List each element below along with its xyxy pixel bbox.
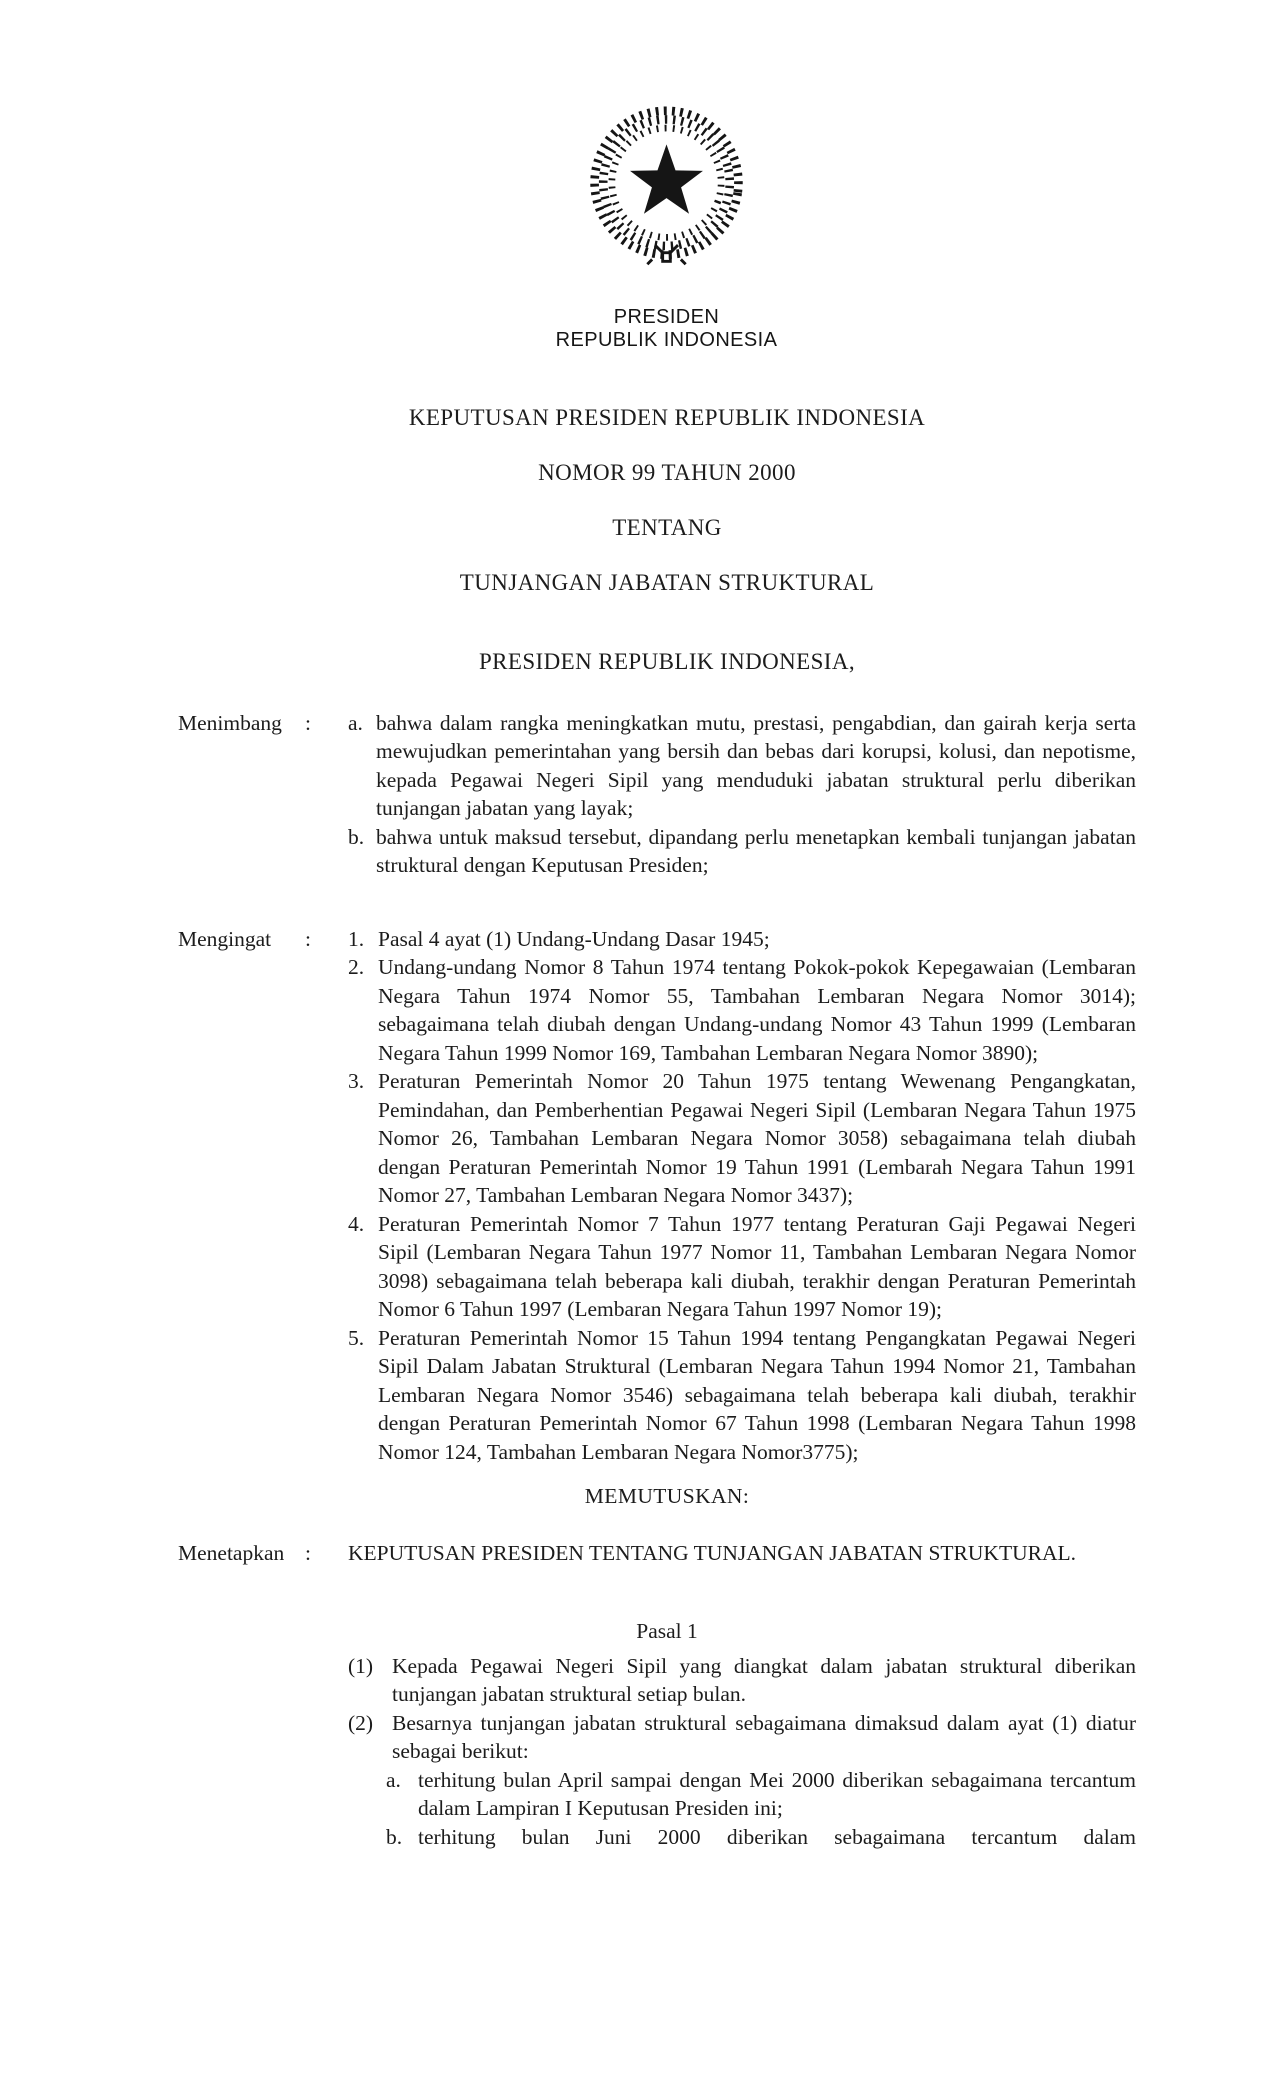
pasal-1-heading: Pasal 1: [636, 1619, 698, 1643]
menimbang-colon: :: [305, 710, 311, 735]
pasal-1-ayat-2: [348, 1709, 1136, 1852]
menimbang-label: Menimbang: [178, 710, 282, 735]
mengingat-item-5: [348, 1324, 1136, 1467]
seal-label-republik-indonesia: REPUBLIK INDONESIA: [555, 328, 778, 351]
menetapkan-colon: :: [305, 1540, 311, 1565]
item-text: Peraturan Pemerintah Nomor 20 Tahun 1975 tentang Wewenang Pengangkatan, Pemindahan, dan Pemberhentian Pegawai Negeri Sipil (Lembaran Negara Tahun 1975 Nomor 26, Tambahan Lembaran Negara Nomor 3058) sebagaimana telah diubah dengan Peraturan Pemerintah Nomor 19 Tahun 1991 (Lembarah Negara Tahun 1991 Nomor 27, Tambahan Lembaran Negara Nomor 3437);: [378, 1069, 1136, 1207]
menetapkan-label-column: [178, 1539, 348, 1568]
item-marker: 2.: [348, 955, 365, 979]
decree-salutation: PRESIDEN REPUBLIK INDONESIA,: [478, 648, 855, 674]
item-text: terhitung bulan April sampai dengan Mei 2000 diberikan sebagaimana tercantum dalam Lampiran I Keputusan Presiden ini;: [418, 1767, 1136, 1820]
item-marker: (1): [348, 1653, 374, 1678]
item-text: Besarnya tunjangan jabatan struktural sebagaimana dimaksud dalam ayat (1) diatur sebagai berikut:: [392, 1710, 1136, 1763]
item-text: Peraturan Pemerintah Nomor 15 Tahun 1994 tentang Pengangkatan Pegawai Negeri Sipil Dalam Jabatan Struktural (Lembaran Negara Tahun 1994 Nomor 21, Tambahan Lembaran Negara Nomor 3546) sebagaimana telah beberapa kali diubah, terakhir dengan Peraturan Pemerintah Nomor 67 Tahun 1998 (Lembaran Negara Tahun 1998 Nomor 124, Tambahan Lembaran Negara Nomor3775);: [378, 1325, 1136, 1464]
item-text: Undang-undang Nomor 8 Tahun 1974 tentang Pokok-pokok Kepegawaian (Lembaran Negara Tahun 1974 Nomor 55, Tambahan Lembaran Negara Nomor 3014); sebagaimana telah diubah dengan Undang-undang Nomor 43 Tahun 1999 (Lembaran Negara Tahun 1999 Nomor 169, Tambahan Lembaran Negara Nomor 3890);: [378, 955, 1136, 1065]
pasal-1-ayat-1: [348, 1652, 1136, 1709]
mengingat-item-1: [348, 925, 1136, 954]
item-marker: b.: [348, 824, 365, 849]
mengingat-item-2: [348, 953, 1136, 1067]
menetapkan-section: [178, 1539, 1136, 1568]
item-marker: 4.: [348, 1211, 365, 1236]
mengingat-section: [178, 925, 1136, 1467]
decree-body: [178, 404, 1136, 1852]
decree-number: NOMOR 99 TAHUN 2000: [538, 459, 796, 485]
item-marker: 5.: [348, 1325, 365, 1350]
item-text: bahwa untuk maksud tersebut, dipandang perlu menetapkan kembali tunjangan jabatan struktural dengan Keputusan Presiden;: [376, 824, 1136, 877]
item-text: Kepada Pegawai Negeri Sipil yang diangkat dalam jabatan struktural diberikan tunjangan jabatan struktural setiap bulan.: [392, 1653, 1136, 1706]
item-text: Peraturan Pemerintah Nomor 7 Tahun 1977 tentang Peraturan Gaji Pegawai Negeri Sipil (Lembaran Negara Tahun 1977 Nomor 11, Tambahan Lembaran Negara Nomor 3098) sebagaimana telah beberapa kali diubah, terakhir dengan Peraturan Pemerintah Nomor 6 Tahun 1997 (Lembaran Negara Tahun 1997 Nomor 19);: [378, 1211, 1136, 1321]
item-marker: a.: [348, 710, 363, 735]
mengingat-item-4: [348, 1210, 1136, 1324]
presidential-letterhead: [0, 0, 1275, 352]
menimbang-label-column: [178, 709, 348, 738]
item-text: Pasal 4 ayat (1) Undang-Undang Dasar 1945;: [378, 926, 770, 951]
memutuskan-heading: MEMUTUSKAN:: [584, 1484, 750, 1508]
item-marker: (2): [348, 1710, 374, 1735]
decree-title: KEPUTUSAN PRESIDEN REPUBLIK INDONESIA: [408, 404, 926, 430]
item-text: terhitung bulan Juni 2000 diberikan sebagaimana tercantum dalam: [418, 1824, 1136, 1849]
mengingat-label: Mengingat: [178, 926, 272, 951]
pasal-1-body: [178, 1652, 1136, 1852]
decree-subject: TUNJANGAN JABATAN STRUKTURAL: [459, 569, 875, 595]
pasal-1-ayat-2-item-a: [386, 1766, 1136, 1823]
decree-tentang-label: TENTANG: [612, 514, 722, 540]
star-wreath-icon: [585, 104, 748, 272]
menimbang-item-a: [348, 709, 1136, 823]
mengingat-item-3: [348, 1067, 1136, 1210]
item-text: bahwa dalam rangka meningkatkan mutu, prestasi, pengabdian, dan gairah kerja serta mewujudkan pemerintahan yang bersih dan bebas dari korupsi, kolusi, dan nepotisme, kepada Pegawai Negeri Sipil yang menduduki jabatan struktural perlu diberikan tunjangan jabatan yang layak;: [376, 710, 1136, 820]
seal-label-presiden: PRESIDEN: [613, 305, 720, 328]
item-marker: 3.: [348, 1069, 365, 1093]
menimbang-section: [178, 709, 1136, 880]
mengingat-colon: :: [305, 926, 311, 951]
menetapkan-text: KEPUTUSAN PRESIDEN TENTANG TUNJANGAN JABATAN STRUKTURAL.: [348, 1540, 1076, 1565]
item-marker: b.: [386, 1824, 403, 1849]
item-marker: a.: [386, 1767, 401, 1792]
menetapkan-label: Menetapkan: [178, 1540, 285, 1565]
item-marker: 1.: [348, 926, 365, 951]
pasal-1-ayat-2-item-b: [386, 1823, 1136, 1852]
mengingat-label-column: [178, 925, 348, 954]
menimbang-item-b: [348, 823, 1136, 880]
